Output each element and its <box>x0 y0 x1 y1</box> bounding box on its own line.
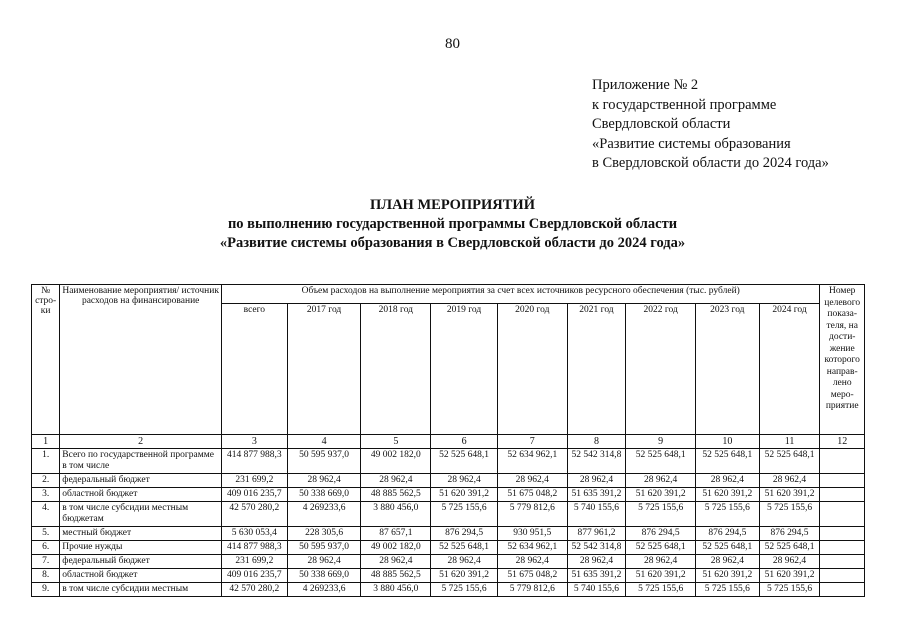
row-number: 3. <box>32 488 60 502</box>
row-value: 42 570 280,2 <box>222 502 288 527</box>
row-value: 52 525 648,1 <box>431 449 498 474</box>
row-value: 876 294,5 <box>696 527 760 541</box>
row-name: Прочие нужды <box>60 541 222 555</box>
table-row <box>32 583 865 597</box>
header-year: 2022 год <box>626 304 696 435</box>
row-name: Всего по государственной программе в том числе <box>60 449 222 474</box>
row-value: 409 016 235,7 <box>222 488 288 502</box>
row-value: 51 620 391,2 <box>431 569 498 583</box>
row-value: 52 525 648,1 <box>696 541 760 555</box>
row-value: 52 525 648,1 <box>626 449 696 474</box>
row-value: 876 294,5 <box>431 527 498 541</box>
header-year: 2018 год <box>361 304 431 435</box>
row-goal <box>820 527 865 541</box>
row-value: 48 885 562,5 <box>361 569 431 583</box>
appendix-line: в Свердловской области до 2024 года» <box>592 155 829 171</box>
column-number: 3 <box>222 435 288 449</box>
row-number: 7. <box>32 555 60 569</box>
row-value: 3 880 456,0 <box>361 583 431 597</box>
table-row <box>32 569 865 583</box>
column-number: 7 <box>497 435 567 449</box>
row-value: 28 962,4 <box>287 555 361 569</box>
row-value: 50 338 669,0 <box>287 569 361 583</box>
column-number: 1 <box>32 435 60 449</box>
row-value: 51 620 391,2 <box>431 488 498 502</box>
row-value: 51 675 048,2 <box>497 569 567 583</box>
row-value: 28 962,4 <box>497 474 567 488</box>
row-value: 52 525 648,1 <box>431 541 498 555</box>
row-value: 28 962,4 <box>626 555 696 569</box>
row-value: 28 962,4 <box>497 555 567 569</box>
row-value: 4 269233,6 <box>287 502 361 527</box>
row-value: 28 962,4 <box>759 555 820 569</box>
row-value: 5 740 155,6 <box>567 502 626 527</box>
row-value: 52 525 648,1 <box>759 541 820 555</box>
header-year: 2017 год <box>287 304 361 435</box>
row-value: 49 002 182,0 <box>361 449 431 474</box>
table-row <box>32 449 865 474</box>
column-number: 6 <box>431 435 498 449</box>
row-value: 50 338 669,0 <box>287 488 361 502</box>
header-year: 2021 год <box>567 304 626 435</box>
row-name: местный бюджет <box>60 527 222 541</box>
appendix-line: к государственной программе <box>592 96 777 113</box>
row-value: 5 725 155,6 <box>759 583 820 597</box>
table-row <box>32 527 865 541</box>
header-year: 2019 год <box>431 304 498 435</box>
header-year: 2023 год <box>696 304 760 435</box>
row-number: 6. <box>32 541 60 555</box>
title-line: ПЛАН МЕРОПРИЯТИЙ <box>370 197 535 213</box>
row-goal <box>820 474 865 488</box>
column-number: 12 <box>820 435 865 449</box>
row-goal <box>820 541 865 555</box>
row-value: 28 962,4 <box>431 555 498 569</box>
row-value: 28 962,4 <box>626 474 696 488</box>
title-line: по выполнению государственной программы Свердловской области <box>227 216 678 232</box>
row-value: 51 620 391,2 <box>759 488 820 502</box>
column-number: 9 <box>626 435 696 449</box>
row-value: 52 542 314,8 <box>567 541 626 555</box>
row-value: 5 779 812,6 <box>497 502 567 527</box>
row-value: 51 620 391,2 <box>696 569 760 583</box>
table-row <box>32 502 865 527</box>
row-goal <box>820 449 865 474</box>
row-value: 50 595 937,0 <box>287 541 361 555</box>
page-number: 80 <box>445 36 460 52</box>
row-value: 87 657,1 <box>361 527 431 541</box>
appendix-note <box>592 76 829 174</box>
row-value: 414 877 988,3 <box>222 541 288 555</box>
row-value: 5 630 053,4 <box>222 527 288 541</box>
header-volume: Объем расходов на выполнение мероприятия за счет всех источников ресурсного обеспечения (тыс. рублей) <box>222 285 820 304</box>
column-number: 5 <box>361 435 431 449</box>
column-number: 11 <box>759 435 820 449</box>
row-value: 51 620 391,2 <box>626 488 696 502</box>
row-value: 876 294,5 <box>626 527 696 541</box>
appendix-line: «Развитие системы образования <box>592 135 791 152</box>
row-value: 52 634 962,1 <box>497 449 567 474</box>
table-row <box>32 555 865 569</box>
table-row <box>32 541 865 555</box>
row-value: 4 269233,6 <box>287 583 361 597</box>
row-goal <box>820 488 865 502</box>
row-value: 51 620 391,2 <box>696 488 760 502</box>
header-row-number: № стро-ки <box>32 285 60 435</box>
row-value: 5 725 155,6 <box>696 502 760 527</box>
header-goal: Номер целевого показа-теля, на дости-жение которого направ-лено меро-приятие <box>820 285 865 435</box>
header-year: 2024 год <box>759 304 820 435</box>
row-value: 51 620 391,2 <box>626 569 696 583</box>
row-value: 52 525 648,1 <box>696 449 760 474</box>
plan-table-body <box>32 449 865 597</box>
appendix-line: Приложение № 2 <box>592 77 699 93</box>
plan-table <box>31 284 865 597</box>
row-value: 52 634 962,1 <box>497 541 567 555</box>
table-row <box>32 488 865 502</box>
row-value: 49 002 182,0 <box>361 541 431 555</box>
row-goal <box>820 502 865 527</box>
row-value: 5 725 155,6 <box>626 502 696 527</box>
row-value: 228 305,6 <box>287 527 361 541</box>
row-value: 3 880 456,0 <box>361 502 431 527</box>
row-value: 5 779 812,6 <box>497 583 567 597</box>
row-value: 48 885 562,5 <box>361 488 431 502</box>
column-number: 8 <box>567 435 626 449</box>
row-value: 5 725 155,6 <box>431 502 498 527</box>
row-goal <box>820 569 865 583</box>
row-value: 51 635 391,2 <box>567 488 626 502</box>
row-value: 51 635 391,2 <box>567 569 626 583</box>
row-value: 409 016 235,7 <box>222 569 288 583</box>
row-value: 5 740 155,6 <box>567 583 626 597</box>
header-name: Наименование мероприятия/ источник расходов на финансирование <box>60 285 222 435</box>
row-goal <box>820 555 865 569</box>
row-value: 930 951,5 <box>497 527 567 541</box>
appendix-line: Свердловской области <box>592 116 731 132</box>
row-value: 28 962,4 <box>759 474 820 488</box>
row-value: 28 962,4 <box>431 474 498 488</box>
column-numbers-row <box>32 435 865 449</box>
row-value: 28 962,4 <box>361 474 431 488</box>
row-value: 5 725 155,6 <box>696 583 760 597</box>
row-value: 5 725 155,6 <box>626 583 696 597</box>
row-value: 28 962,4 <box>361 555 431 569</box>
row-number: 2. <box>32 474 60 488</box>
row-value: 5 725 155,6 <box>759 502 820 527</box>
row-value: 28 962,4 <box>567 474 626 488</box>
column-number: 2 <box>60 435 222 449</box>
row-value: 52 525 648,1 <box>759 449 820 474</box>
row-value: 231 699,2 <box>222 555 288 569</box>
row-value: 51 675 048,2 <box>497 488 567 502</box>
document-title <box>0 196 905 253</box>
row-number: 8. <box>32 569 60 583</box>
row-value: 414 877 988,3 <box>222 449 288 474</box>
column-number: 4 <box>287 435 361 449</box>
row-name: в том числе субсидии местным бюджетам <box>60 502 222 527</box>
header-year: всего <box>222 304 288 435</box>
column-number: 10 <box>696 435 760 449</box>
table-row <box>32 474 865 488</box>
row-value: 52 525 648,1 <box>626 541 696 555</box>
row-value: 51 620 391,2 <box>759 569 820 583</box>
row-name: федеральный бюджет <box>60 555 222 569</box>
row-value: 28 962,4 <box>696 474 760 488</box>
row-value: 28 962,4 <box>567 555 626 569</box>
row-value: 52 542 314,8 <box>567 449 626 474</box>
row-name: федеральный бюджет <box>60 474 222 488</box>
row-value: 28 962,4 <box>287 474 361 488</box>
header-year: 2020 год <box>497 304 567 435</box>
row-value: 877 961,2 <box>567 527 626 541</box>
row-name: в том числе субсидии местным <box>60 583 222 597</box>
row-value: 50 595 937,0 <box>287 449 361 474</box>
title-line: «Развитие системы образования в Свердловской области до 2024 года» <box>219 235 686 251</box>
row-number: 4. <box>32 502 60 527</box>
row-value: 42 570 280,2 <box>222 583 288 597</box>
row-number: 5. <box>32 527 60 541</box>
row-goal <box>820 583 865 597</box>
row-number: 1. <box>32 449 60 474</box>
row-name: областной бюджет <box>60 488 222 502</box>
row-value: 231 699,2 <box>222 474 288 488</box>
row-name: областной бюджет <box>60 569 222 583</box>
row-value: 28 962,4 <box>696 555 760 569</box>
row-value: 876 294,5 <box>759 527 820 541</box>
row-number: 9. <box>32 583 60 597</box>
row-value: 5 725 155,6 <box>431 583 498 597</box>
